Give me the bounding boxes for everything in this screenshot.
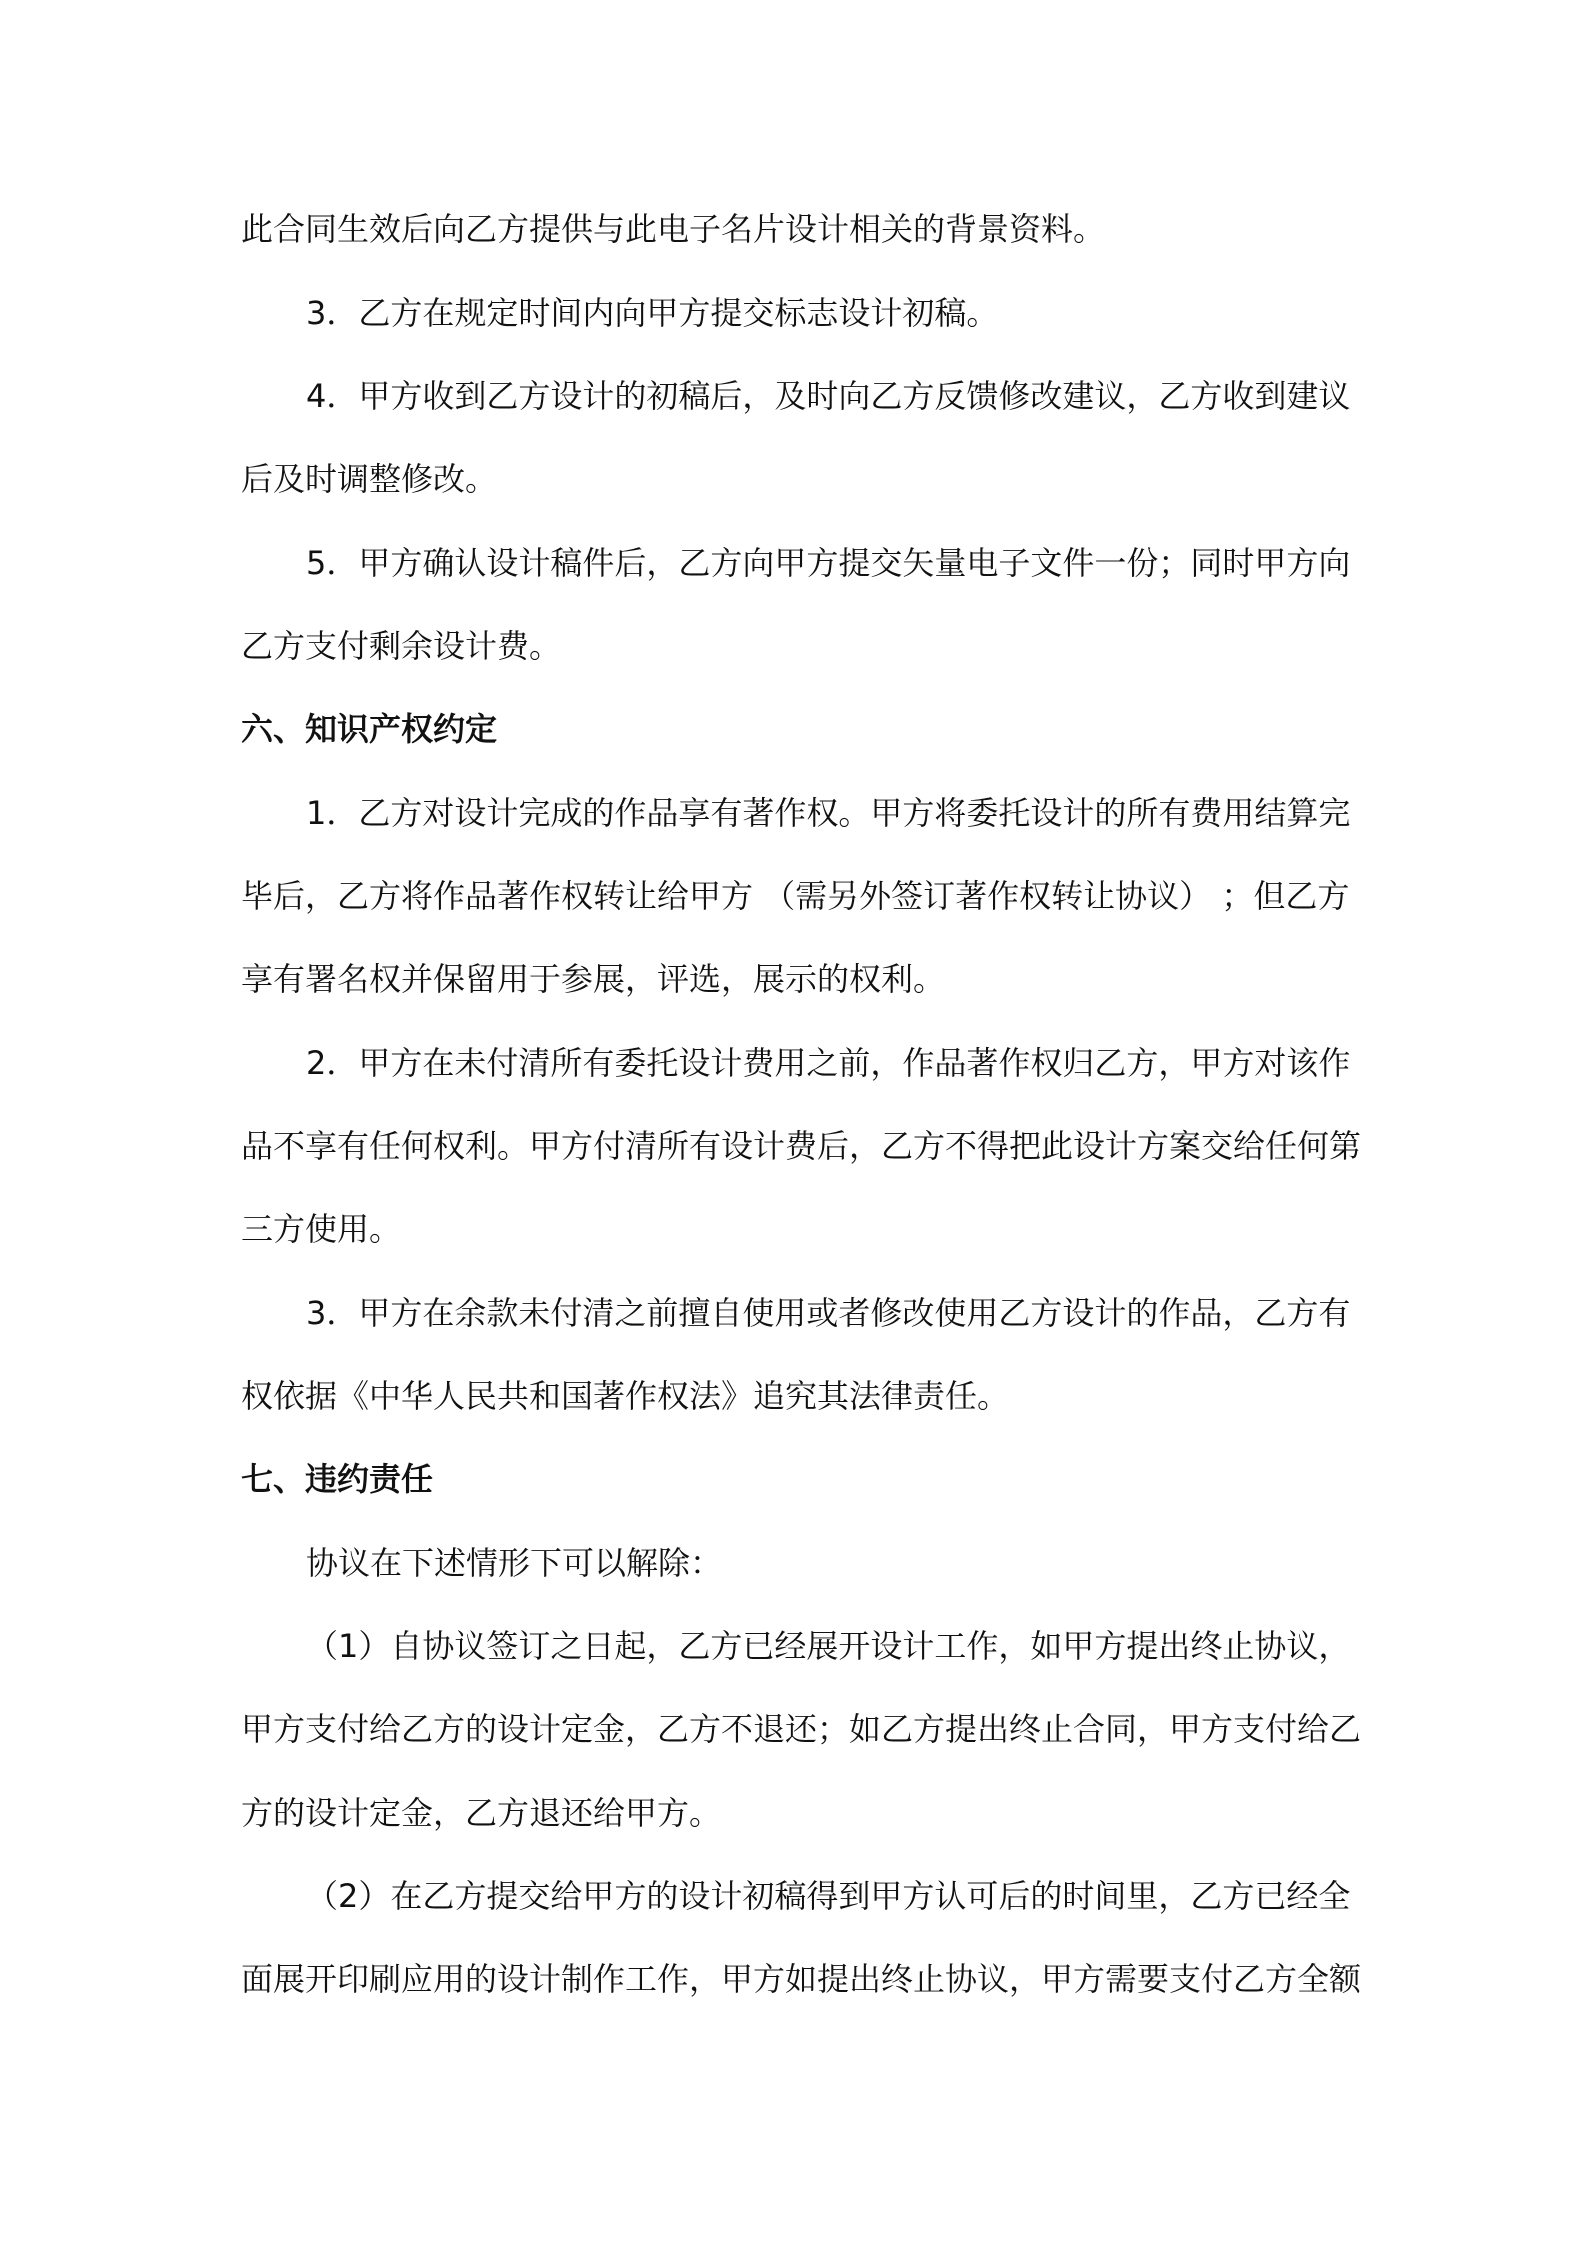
text-line: 方的设计定金，乙方退还给甲方。	[241, 1794, 722, 1832]
text-line: 甲方支付给乙方的设计定金，乙方不退还；如乙方提出终止合同，甲方支付给乙	[241, 1710, 1362, 1748]
text-line: 4．甲方收到乙方设计的初稿后，及时向乙方反馈修改建议，乙方收到建议	[306, 377, 1351, 415]
text-line: （2）在乙方提交给甲方的设计初稿得到甲方认可后的时间里，乙方已经全	[306, 1877, 1351, 1915]
text-line: 此合同生效后向乙方提供与此电子名片设计相关的背景资料。	[241, 210, 1106, 248]
text-line: 毕后，乙方将作品著作权转让给甲方 （需另外签订著作权转让协议） ；但乙方	[241, 877, 1350, 915]
section-heading: 六、知识产权约定	[241, 710, 498, 748]
text-line: 3．乙方在规定时间内向甲方提交标志设计初稿。	[306, 294, 999, 332]
text-line: 1．乙方对设计完成的作品享有著作权。甲方将委托设计的所有费用结算完	[306, 794, 1351, 832]
text-line: 协议在下述情形下可以解除：	[306, 1544, 723, 1582]
text-line: 后及时调整修改。	[241, 460, 498, 498]
text-line: 三方使用。	[241, 1210, 402, 1248]
text-line: 5．甲方确认设计稿件后，乙方向甲方提交矢量电子文件一份；同时甲方向	[306, 544, 1351, 582]
text-line: 品不享有任何权利。甲方付清所有设计费后，乙方不得把此设计方案交给任何第	[241, 1127, 1362, 1165]
text-line: 3．甲方在余款未付清之前擅自使用或者修改使用乙方设计的作品，乙方有	[306, 1294, 1351, 1332]
text-line: （1）自协议签订之日起，乙方已经展开设计工作，如甲方提出终止协议，	[306, 1627, 1351, 1665]
text-line: 权依据《中华人民共和国著作权法》追究其法律责任。	[241, 1377, 1010, 1415]
text-line: 2．甲方在未付清所有委托设计费用之前，作品著作权归乙方，甲方对该作	[306, 1044, 1351, 1082]
text-line: 享有署名权并保留用于参展，评选，展示的权利。	[241, 960, 946, 998]
text-line: 乙方支付剩余设计费。	[241, 627, 562, 665]
section-heading: 七、违约责任	[241, 1460, 434, 1498]
text-line: 面展开印刷应用的设计制作工作，甲方如提出终止协议，甲方需要支付乙方全额	[241, 1960, 1362, 1998]
